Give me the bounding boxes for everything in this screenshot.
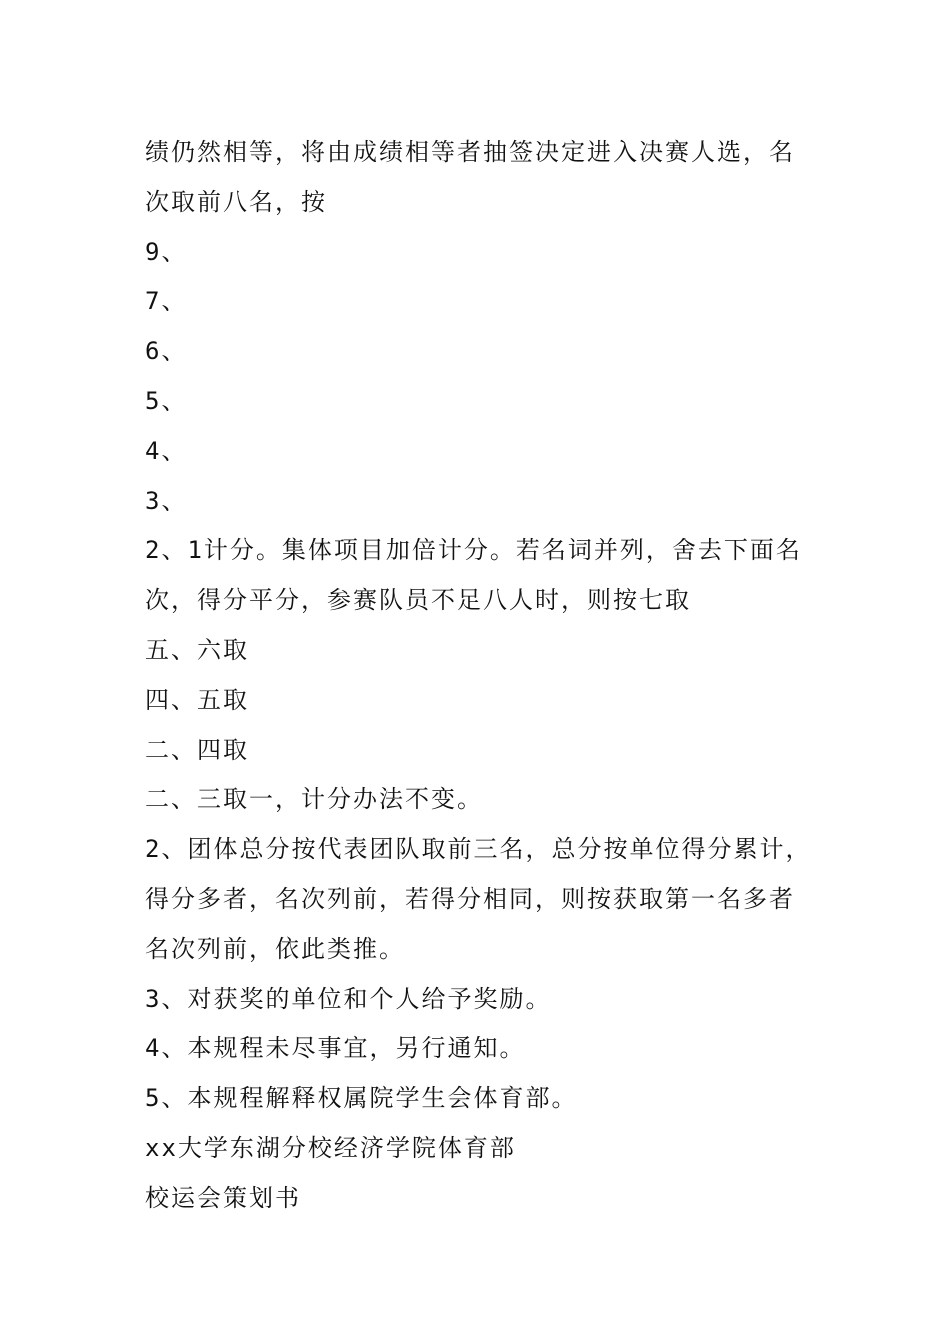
paragraph-score-5: 5、 [145,386,188,415]
paragraph-score-7: 7、 [145,287,188,316]
paragraph-interpretation: 5、本规程解释权属院学生会体育部。 [145,1084,578,1113]
paragraph-score-9: 9、 [145,237,188,266]
paragraph-five-six: 五、六取 [145,635,249,664]
paragraph-four-five: 四、五取 [145,685,249,714]
document-body [145,128,815,1224]
paragraph-awards: 3、对获奖的单位和个人给予奖励。 [145,984,552,1013]
paragraph-score-2-1: 2、1计分。集体项目加倍计分。若名词并列，舍去下面名次，得分平分，参赛队员不足八人时，则按七取 [145,536,802,615]
paragraph-other-matters: 4、本规程未尽事宜，另行通知。 [145,1034,526,1063]
document-signature-org: xx大学东湖分校经济学院体育部 [145,1133,516,1162]
paragraph-score-4: 4、 [145,436,188,465]
paragraph-two-three: 二、三取一，计分办法不变。 [145,785,483,814]
document-title-footer: 校运会策划书 [145,1183,301,1212]
paragraph-team-total: 2、团体总分按代表团队取前三名，总分按单位得分累计，得分多者，名次列前，若得分相同，则按获取第一名多者名次列前，依此类推。 [145,835,812,963]
paragraph-two-four: 二、四取 [145,735,249,764]
paragraph-ranking-continued: 绩仍然相等，将由成绩相等者抽签决定进入决赛人选，名次取前八名，按 [145,138,795,216]
paragraph-score-6: 6、 [145,337,188,366]
paragraph-score-3: 3、 [145,486,188,515]
